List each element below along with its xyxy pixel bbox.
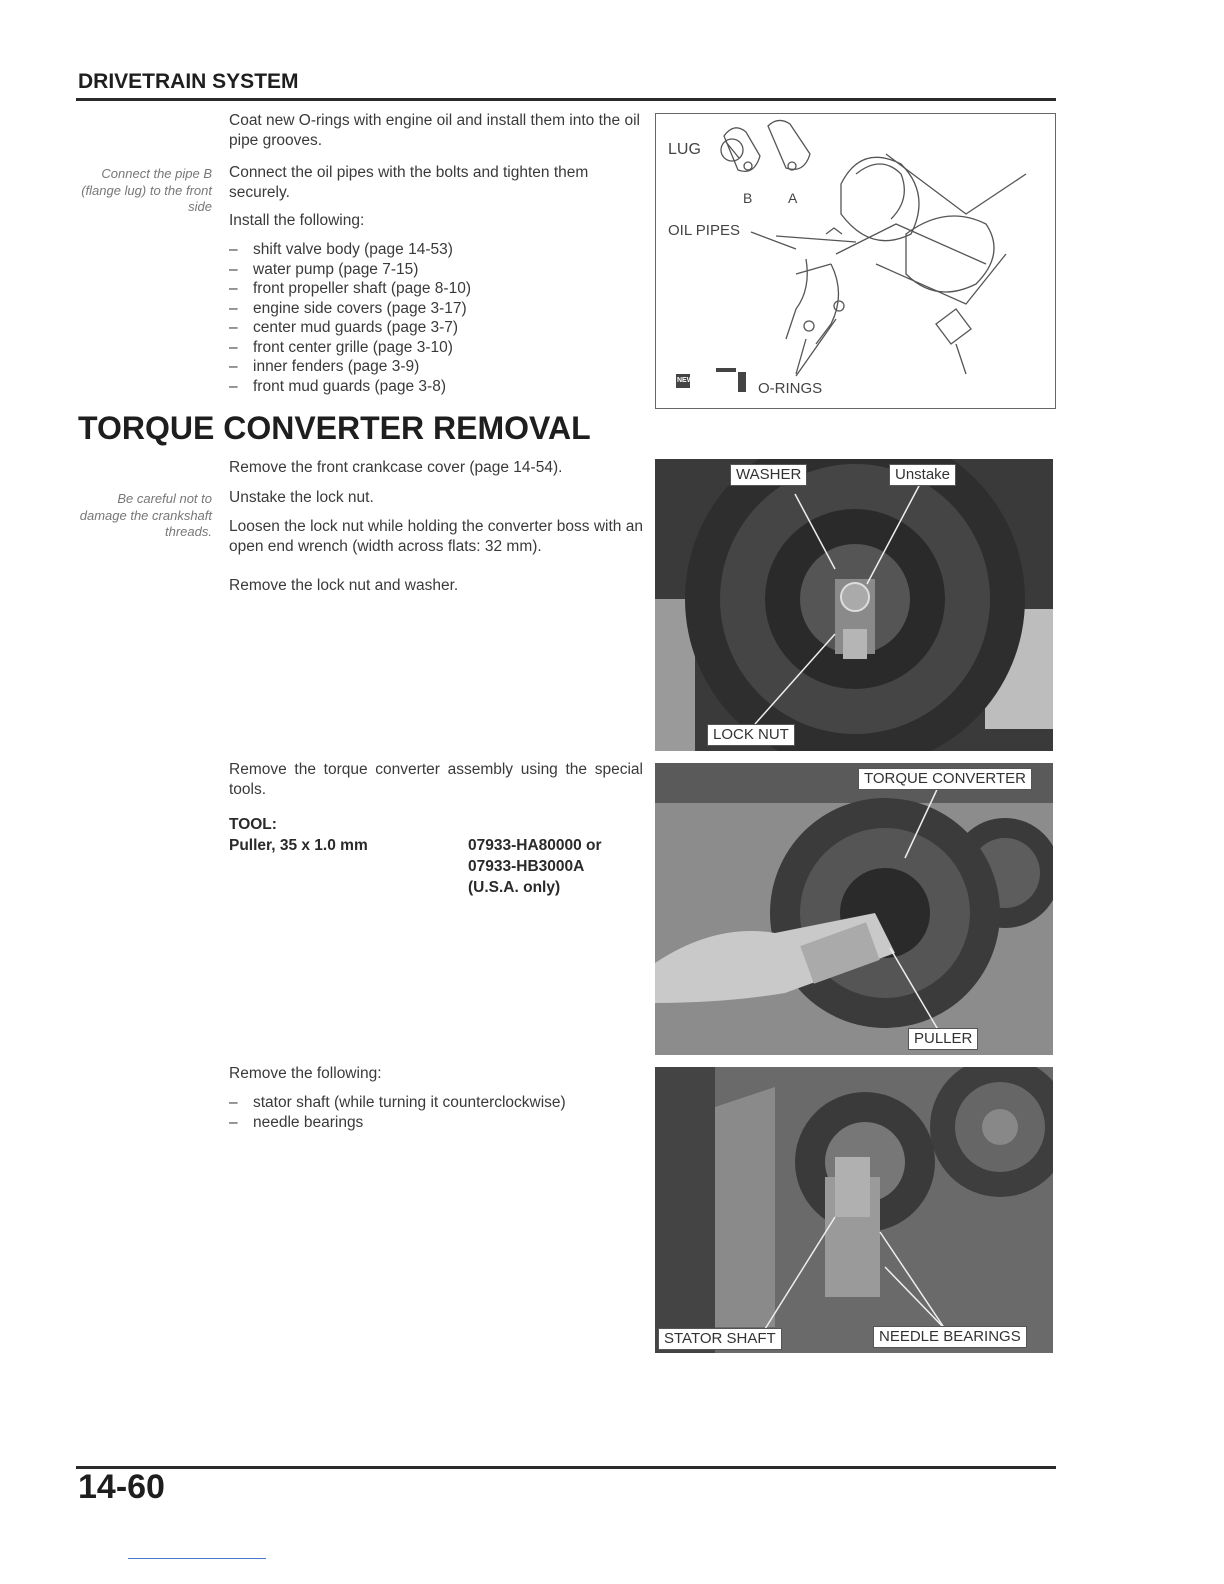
list-item: – stator shaft (while turning it counterclockwise) bbox=[229, 1093, 643, 1113]
list-item: – front center grille (page 3-10) bbox=[229, 338, 643, 358]
tool-number-1: 07933-HA80000 or bbox=[468, 837, 602, 854]
list-item: – water pump (page 7-15) bbox=[229, 260, 643, 280]
intro-paragraph-2: Connect the oil pipes with the bolts and tighten them securely. bbox=[229, 164, 589, 201]
photo-lock-nut bbox=[655, 459, 1053, 751]
tool-name: Puller, 35 x 1.0 mm bbox=[229, 837, 368, 854]
header-title: DRIVETRAIN SYSTEM bbox=[78, 70, 299, 93]
photo-stator-shaft-drawing bbox=[655, 1067, 1053, 1353]
label-a: A bbox=[788, 190, 798, 206]
label-washer: WASHER bbox=[730, 464, 807, 486]
page-number: 14-60 bbox=[78, 1468, 165, 1506]
label-torque-converter: TORQUE CONVERTER bbox=[858, 768, 1032, 790]
photo-torque-converter bbox=[655, 763, 1053, 1055]
label-lock-nut: LOCK NUT bbox=[707, 724, 795, 746]
install-list bbox=[229, 240, 643, 396]
label-oil-pipes: OIL PIPES bbox=[668, 222, 740, 239]
label-lug: LUG bbox=[668, 141, 701, 158]
step-remove-nut: Remove the lock nut and washer. bbox=[229, 577, 459, 594]
list-item: – front mud guards (page 3-8) bbox=[229, 377, 643, 397]
header-rule bbox=[76, 98, 1056, 101]
step-remove-following: Remove the following: bbox=[229, 1065, 382, 1082]
step-remove-converter: Remove the torque converter assembly using the special tools. bbox=[229, 761, 643, 798]
label-puller: PULLER bbox=[908, 1028, 978, 1050]
oil-pipes-diagram bbox=[655, 113, 1056, 409]
oil-pipes-drawing bbox=[656, 114, 1055, 408]
label-stator-shaft: STATOR SHAFT bbox=[658, 1328, 782, 1350]
step-loosen: Loosen the lock nut while holding the converter boss with an open end wrench (width across flats: 32 mm). bbox=[229, 518, 643, 555]
label-needle-bearings: NEEDLE BEARINGS bbox=[873, 1326, 1027, 1348]
list-item: – shift valve body (page 14-53) bbox=[229, 240, 643, 260]
intro-paragraph-3: Install the following: bbox=[229, 212, 365, 229]
photo-lock-nut-drawing bbox=[655, 459, 1053, 751]
side-note-threads: Be careful not to damage the crankshaft threads. bbox=[79, 491, 212, 539]
list-item: – center mud guards (page 3-7) bbox=[229, 318, 643, 338]
photo-stator-shaft bbox=[655, 1067, 1053, 1353]
label-o-rings: O-RINGS bbox=[758, 380, 823, 397]
list-item: – front propeller shaft (page 8-10) bbox=[229, 279, 643, 299]
step-unstake: Unstake the lock nut. bbox=[229, 489, 374, 506]
label-b: B bbox=[743, 190, 753, 206]
label-unstake: Unstake bbox=[889, 464, 956, 486]
step-remove-cover: Remove the front crankcase cover (page 14-54). bbox=[229, 459, 563, 476]
side-note-pipe: Connect the pipe B (flange lug) to the front side bbox=[81, 166, 212, 214]
list-item: – needle bearings bbox=[229, 1113, 643, 1133]
list-item: – engine side covers (page 3-17) bbox=[229, 299, 643, 319]
remove-list bbox=[229, 1093, 643, 1132]
footer-rule bbox=[76, 1466, 1056, 1469]
list-item: – inner fenders (page 3-9) bbox=[229, 357, 643, 377]
tool-number-3: (U.S.A. only) bbox=[468, 879, 561, 896]
section-title: TORQUE CONVERTER REMOVAL bbox=[78, 410, 591, 446]
footer-link-line bbox=[128, 1558, 266, 1559]
tool-number-2: 07933-HB3000A bbox=[468, 858, 585, 875]
photo-torque-converter-drawing bbox=[655, 763, 1053, 1055]
tool-heading: TOOL: bbox=[229, 816, 277, 833]
new-part-icon: NEW bbox=[677, 377, 694, 384]
intro-paragraph-1: Coat new O-rings with engine oil and install them into the oil pipe grooves. bbox=[229, 112, 640, 149]
